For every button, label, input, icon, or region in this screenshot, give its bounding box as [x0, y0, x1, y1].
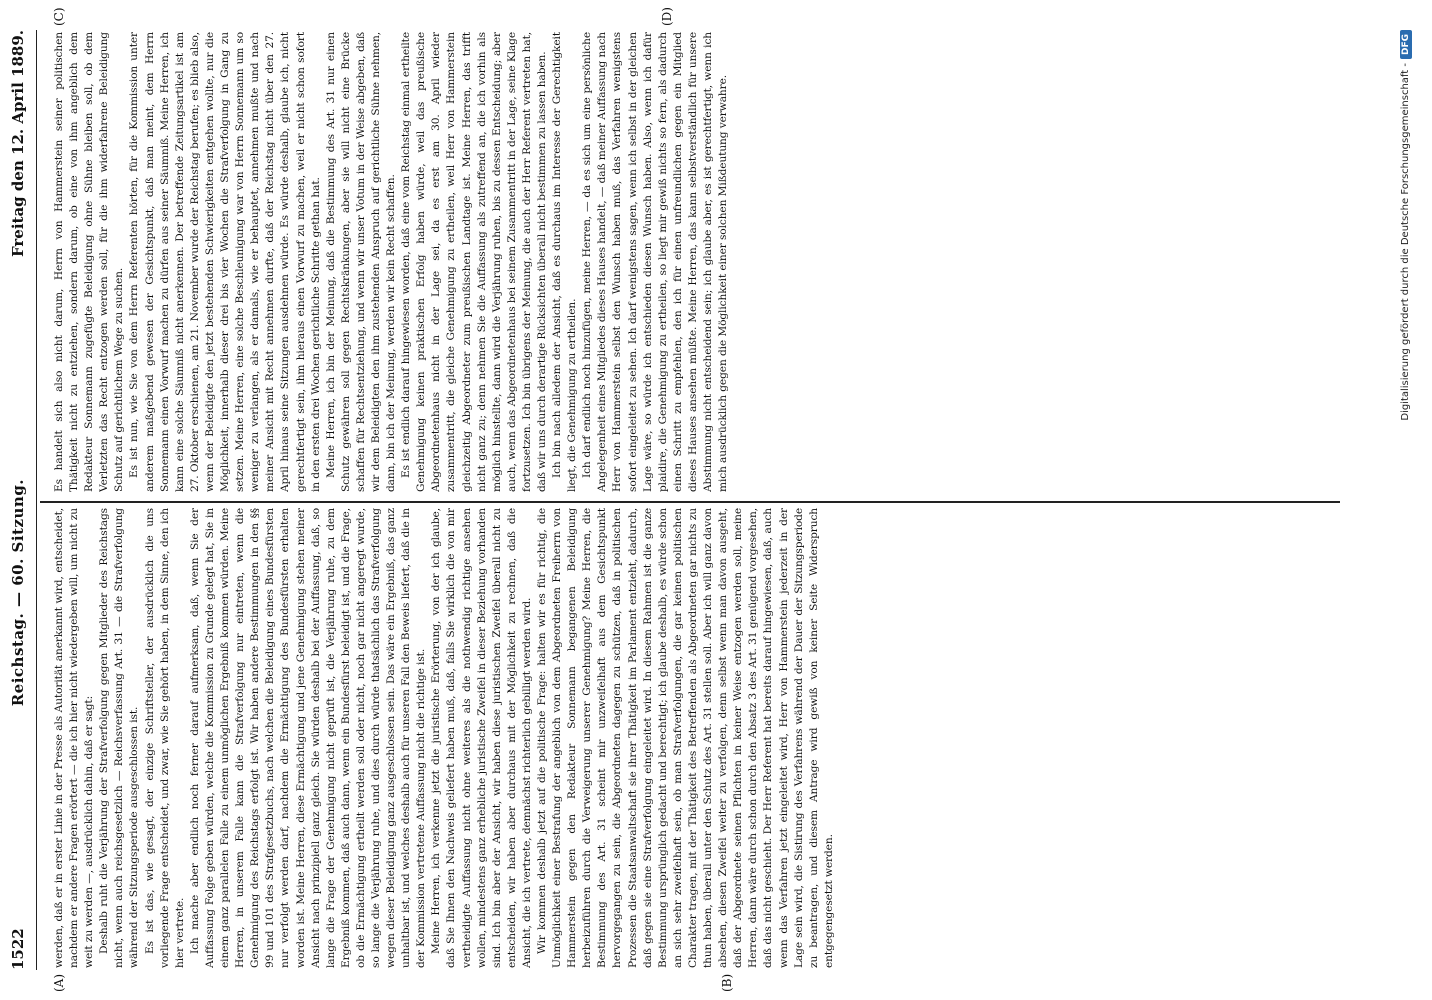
column-divider: [40, 501, 1340, 503]
paragraph: Ich mache aber endlich noch ferner darauf aufmerksam, daß, wenn Sie der Auffassung Folge geben würden, welche die Kommission zu Grunde gelegt hat, Sie in einem ganz parallelen Falle zu einem unmöglichen Ergebniß kommen würden. Meine Herren, in unserem Falle kann die Strafverfolgung nur eintreten, wenn die Genehmigung des Reichstags erfolgt ist. Wir haben andere Bestimmungen in den §§ 99 und 101 des Strafgesetzbuchs, nach welchen die Beleidigung eines Bundesfürsten nur verfolgt werden darf, nachdem die Ermächtigung des Bundesfürsten erhalten worden ist. Meine Herren, diese Ermächtigung und jene Genehmigung stehen meiner Ansicht nach prinzipiell ganz gleich. Sie würden deshalb bei der Auffassung, daß, so lange die Frage der Genehmigung nicht geprüft ist, die Verjährung ruhe, zu dem Ergebniß kommen, daß auch dann, wenn ein Bundesfürst beleidigt ist, und die Frage, ob die Ermächtigung ertheilt werden soll oder nicht, noch gar nicht angeregt wurde, so lange die Verjährung ruhe, und dies durch würde thatsächlich das Strafverfolgung wegen dieser Beleidigung ganz ausgeschlossen sein. Das wäre ein Ergebniß, das ganz unhaltbar ist, und welches deshalb auch für unseren Fall den Beweis liefert, daß die in der Kommission vertretene Auffassung nicht die richtige ist.: [188, 508, 428, 968]
paragraph: Ich bin nach alledem der Ansicht, daß es durchaus im Interesse der Gerechtigkeit liegt, die Genehmigung zu ertheilen.: [551, 32, 579, 492]
dfg-logo: DFG: [1400, 30, 1412, 59]
paragraph: Es ist das, wie gesagt, der einzige Schriftsteller, der ausdrücklich die uns vorliegende Frage entscheidet, und zwar, wie Sie gehört haben, in dem Sinne, den ich hier vertrete.: [143, 508, 186, 968]
paragraph: Es ist endlich darauf hingewiesen worden, daß eine vom Reichstag einmal ertheilte Genehmigung keinen praktischen Erfolg haben würde, weil das preußische Abgeordnetenhaus nicht in der Lage sei, da es erst am 30. April wieder zusammentritt, die gleiche Genehmigung zu ertheilen, weil Herr von Hammerstein gleichzeitig Abgeordneter zum preußischen Landtage ist. Meine Herren, das trifft nicht ganz zu; denn nehmen Sie die Auffassung als zutreffend an, die ich vorhin als möglich hinstellte, dann wird die Verjährung ruhen, bis zu dessen Entscheidung; aber auch, wenn das Abgeordnetenhaus bei seinem Zusammentritt in der Lage, seine Klage fortzusetzen. Ich bin übrigens der Meinung, die auch der Herr Referent vertreten hat, daß wir uns durch derartige Rücksichten überall nicht bestimmen zu lassen haben.: [400, 32, 548, 492]
session-title: Reichstag. — 60. Sitzung.: [9, 478, 27, 707]
margin-marker-c: (C): [52, 7, 66, 26]
left-column: [52, 508, 1342, 968]
credit-text: Digitalisierung gefördert durch die Deutsche Forschungsgemeinschaft -: [1400, 63, 1411, 421]
digitization-credit: [1400, 0, 1412, 1000]
paragraph: Es ist nun, wie Sie von dem Herrn Referenten hörten, für die Kommission unter anderem maßgebend gewesen der Gesichtspunkt, daß man meint, dem Herrn Sonnemann einen Vorwurf machen zu dürfen aus seiner Säumniß. Meine Herren, ich kann eine solche Säumniß nicht anerkennen. Der betreffende Zeitungsartikel ist am 27. Oktober erschienen, am 21. November wurde der Reichstag berufen; es blieb also, wenn der Beleidigte den jetzt bestehenden Schwierigkeiten entgehen wollte, nur die Möglichkeit, innerhalb dieser drei bis vier Wochen die Strafverfolgung in Gang zu setzen. Meine Herren, eine solche Beschleunigung war von Herrn Sonnemann um so weniger zu verlangen, als er damals, wie er behauptet, annehmen mußte und nach meiner Ansicht mit Recht annehmen durfte, daß der Reichstag nicht über den 27. April hinaus seine Sitzungen ausdehnen würde. Es würde deshalb, glaube ich, nicht gerechtfertigt sein, ihm hieraus einen Vorwurf zu machen, weil er nicht schon sofort in den ersten drei Wochen gerichtliche Schritte gethan hat.: [128, 32, 322, 492]
margin-marker-a: (A): [52, 973, 66, 992]
paragraph: Meine Herren, ich verkenne jetzt die juristische Erörterung, von der ich glaube, daß Sie Ihnen den Nachweis geliefert haben muß, daß, falls Sie wirklich die von mir vertheidigte Auffassung nicht ohne weiteres als die nothwendig richtige ansehen wollen, mindestens ganz erhebliche juristische Zweifel in dieser Beziehung vorhanden sind. Ich bin aber der Ansicht, wir haben diese juristischen Zweifel überall nicht zu entscheiden, wir haben aber durchaus mit der Möglichkeit zu rechnen, daß die Ansicht, die ich vertrete, demnächst richterlich gebilligt werden wird.: [430, 508, 533, 968]
margin-marker-d: (D): [660, 7, 674, 26]
page-header: [0, 30, 37, 970]
paragraph: Deshalb ruht die Verjährung der Strafverfolgung gegen Mitglieder des Reichstags nicht, wenn auch reichsgesetzlich — Reichsverfassung Art. 31 — die Strafverfolgung während der Sitzungsperiode ausgeschlossen ist.: [98, 508, 141, 968]
page-number: 1522: [9, 928, 27, 970]
right-column: [52, 32, 1342, 492]
session-date: Freitag den 12. April 1889.: [9, 30, 27, 257]
paragraph: Meine Herren, ich bin der Meinung, daß die Bestimmung des Art. 31 nur einen Schutz gewähren soll gegen Rechtskränkungen, aber sie will nicht eine Brücke schaffen für Rechtsentziehung, und wenn wir unser Votum in der Weise abgeben, daß wir dem Beleidigten den ihm zustehenden Anspruch auf gerichtliche Sühne nehmen, dann, bin ich der Meinung, werden wir kein Recht schaffen.: [324, 32, 398, 492]
paragraph: Wir kommen deshalb jetzt auf die politische Frage: halten wir es für richtig, die Unmöglichkeit einer Bestrafung der angeblich von dem Abgeordneten Freiherrn von Hammerstein gegen den Redakteur Sonnemann begangenen Beleidigung herbeizuführen durch die Verweigerung unserer Genehmigung? Meine Herren, die Bestimmung des Art. 31 scheint mir unzweifelhaft aus dem Gesichtspunkt hervorgegangen zu sein, die Abgeordneten dagegen zu schützen, daß in politischen Prozessen die Staatsanwaltschaft sie ihrer Thätigkeit im Parlament entzieht, dadurch, daß gegen sie eine Strafverfolgung eingeleitet wird. In diesem Rahmen ist die ganze Bestimmung ursprünglich gedacht und berechtigt; ich glaube deshalb, es würde schon an sich sehr zweifelhaft sein, ob man Strafverfolgungen, die gar keinen politischen Charakter tragen, mit der Thätigkeit des Betreffenden als Abgeordneten gar nichts zu thun haben, überall unter den Schutz des Art. 31 stellen soll. Aber ich will ganz davon absehen, diesen Zweifel weiter zu verfolgen, denn selbst wenn man davon ausgeht, daß der Abgeordnete seinen Pflichten in keiner Weise entzogen werden soll, meine Herren, dann wäre durch schon durch den Absatz 3 des Art. 31 genügend vorgesehen, daß das nicht geschieht. Der Herr Referent hat bereits darauf hingewiesen, daß, auch wenn das Verfahren jetzt eingeleitet wird, Herr von Hammerstein jederzeit in der Lage sein wird, die Sistirung des Verfahrens während der Dauer der Sitzungsperiode zu beantragen, und diesem Antrage wird gewiß von keiner Seite Widerspruch entgegengesetzt werden.: [536, 508, 835, 968]
paragraph: Ich darf endlich noch hinzufügen, meine Herren, — da es sich um eine persönliche Angelegenheit eines Mitgliedes dieses Hauses handelt, — daß meiner Auffassung nach Herr von Hammerstein selbst den Wunsch haben muß, das Verfahren wenigstens sofort eingeleitet zu sehen. Ich darf wenigstens sagen, wenn ich selbst in der gleichen Lage wäre, so würde ich entschieden diesen Wunsch haben. Also, wenn ich dafür plaidire, die Genehmigung zu ertheilen, so liegt mir gewiß nichts so fern, als dadurch einen Schritt zu empfehlen, den ich für einen unfreundlichen gegen ein Mitglied dieses Hauses ansehen müßte. Meine Herren, das kann selbstverständlich für unsere Abstimmung nicht entscheidend sein; ich glaube aber, es ist gerechtfertigt, wenn ich mich ausdrücklich gegen die Möglichkeit einer solchen Mißdeutung verwahre.: [581, 32, 730, 492]
margin-marker-b: (B): [720, 973, 734, 992]
paragraph: Es handelt sich also nicht darum, Herrn von Hammerstein seiner politischen Thätigkeit nicht zu entziehen, sondern darum, ob eine von ihm angeblich dem Redakteur Sonnemann zugefügte Beleidigung ohne Sühne bleiben soll, ob dem Verletzten das Recht entzogen werden soll, für die ihm widerfahrene Beleidigung Schutz auf gerichtlichem Wege zu suchen.: [53, 32, 126, 492]
paragraph: werden, daß er in erster Linie in der Presse als Autorität anerkannt wird, entscheidet, nachdem er andere Fragen erörtert — die ich hier nicht wiedergeben will, um nicht zu weit zu werden —, ausdrücklich dahin, daß er sagt:: [53, 508, 96, 968]
